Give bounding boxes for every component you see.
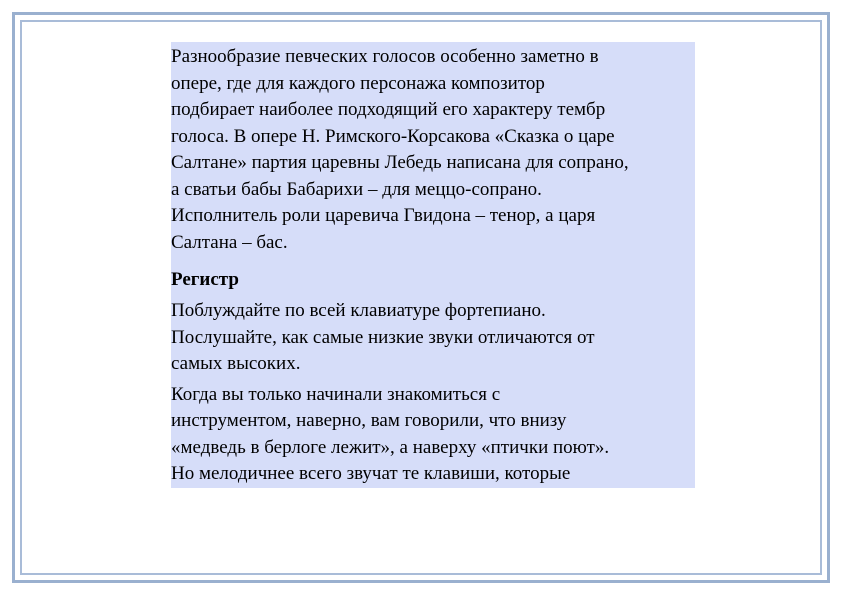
text-line: «медведь в берлоге лежит», а наверху «птички поют». [171,436,610,458]
text-line: Салтане» партия царевны Лебедь написана для сопрано, [171,152,629,173]
text-line: Разнообразие певческих голосов особенно заметно в [171,46,599,67]
text-line: Поблуждайте по всей клавиатуре фортепиано. [171,300,546,321]
section-heading: Регистр [171,269,239,290]
paragraph-voices [171,44,695,256]
text-line: Исполнитель роли царевича Гвидона – тенор, а царя [171,205,596,226]
text-line: Когда вы только начинали знакомиться с [171,383,501,405]
text-line: самых высоких. [171,353,301,374]
text-line: Послушайте, как самые низкие звуки отличаются от [171,326,595,348]
text-line: инструментом, наверно, вам говорили, что внизу [171,410,567,431]
text-line: опере, где для каждого персонажа композитор [171,72,545,94]
text-line: подбирает наиболее подходящий его характеру тембр [171,99,606,120]
text-line: а сватьи бабы Бабарихи – для меццо-сопрано. [171,178,542,200]
paragraph-instrument [171,382,695,488]
text-line: Салтана – бас. [171,231,288,253]
text-block [171,42,695,488]
paragraph-keyboard [171,298,695,378]
text-line: голоса. В опере Н. Римского-Корсакова «Сказка о царе [171,125,615,147]
text-line: Но мелодичнее всего звучат те клавиши, которые [171,463,571,484]
